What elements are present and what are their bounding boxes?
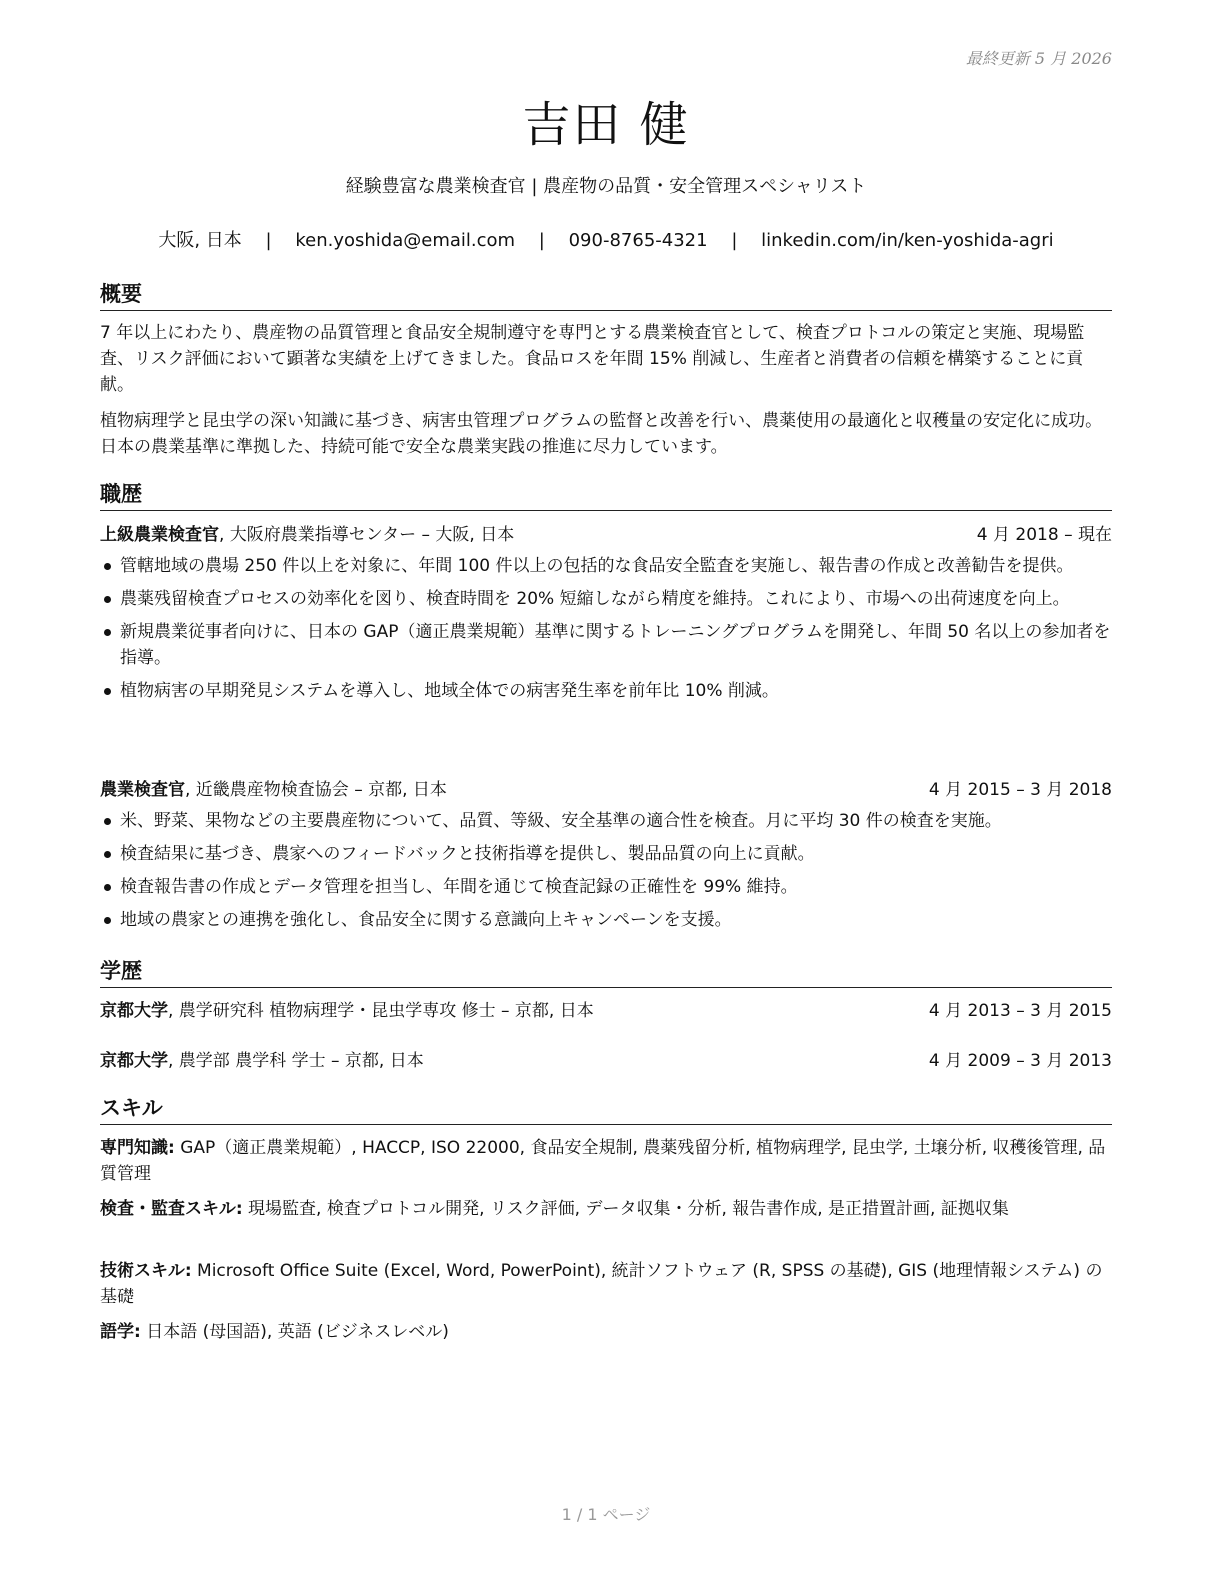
last-updated: 最終更新 5 月 2026 <box>965 49 1112 68</box>
skill-label: 語学: <box>100 1322 141 1342</box>
contact-location: 大阪, 日本 <box>158 230 242 251</box>
resume-page <box>100 0 1112 1584</box>
contact-phone: 090-8765-4321 <box>568 230 708 251</box>
contact-separator: | <box>731 230 738 251</box>
section-title-summary: 概要 <box>100 278 1112 311</box>
education-detail: , 農学研究科 植物病理学・昆虫学専攻 修士 – 京都, 日本 <box>168 1001 594 1021</box>
education-entry <box>100 998 1112 1024</box>
section-title-skills: スキル <box>100 1092 1112 1125</box>
contact-email[interactable]: ken.yoshida@email.com <box>295 230 516 251</box>
contact-separator: | <box>265 230 272 251</box>
job-bullet: 植物病害の早期発見システムを導入し、地域全体での病害発生率を前年比 10% 削減。 <box>100 678 1112 704</box>
skill-line <box>100 1135 1112 1187</box>
skill-line <box>100 1258 1112 1310</box>
job-role: 上級農業検査官 <box>100 525 219 545</box>
job-org: , 大阪府農業指導センター – 大阪, 日本 <box>219 525 515 545</box>
job-header <box>100 777 1112 803</box>
job-bullet: 管轄地域の農場 250 件以上を対象に、年間 100 件以上の包括的な食品安全監査を実施し、報告書の作成と改善勧告を提供。 <box>100 553 1112 579</box>
section-title-experience: 職歴 <box>100 478 1112 511</box>
skill-text: 日本語 (母国語), 英語 (ビジネスレベル) <box>140 1322 449 1342</box>
summary-paragraph: 植物病理学と昆虫学の深い知識に基づき、病害虫管理プログラムの監督と改善を行い、農薬使用の最適化と収穫量の安定化に成功。日本の農業基準に準拠した、持続可能で安全な農業実践の推進に尽力しています。 <box>100 411 1103 457</box>
contact-line <box>100 226 1112 252</box>
education-dates: 4 月 2013 – 3 月 2015 <box>928 1001 1112 1021</box>
contact-separator: | <box>538 230 545 251</box>
page-footer: 1 / 1 ページ <box>561 1505 651 1524</box>
tagline: 経験豊富な農業検査官 | 農産物の品質・安全管理スペシャリスト <box>345 176 867 197</box>
job-role: 農業検査官 <box>100 780 185 800</box>
job-bullets <box>100 553 1112 711</box>
school-name: 京都大学 <box>100 1051 168 1071</box>
skill-line <box>100 1196 1112 1222</box>
education-entry <box>100 1048 1112 1074</box>
education-detail: , 農学部 農学科 学士 – 京都, 日本 <box>168 1051 424 1071</box>
school-name: 京都大学 <box>100 1001 168 1021</box>
job-bullet: 検査結果に基づき、農家へのフィードバックと技術指導を提供し、製品品質の向上に貢献。 <box>100 841 1112 867</box>
job-bullets <box>100 808 1112 940</box>
job-bullet: 農薬残留検査プロセスの効率化を図り、検査時間を 20% 短縮しながら精度を維持。これにより、市場への出荷速度を向上。 <box>100 586 1112 612</box>
job-bullet: 新規農業従事者向けに、日本の GAP（適正農業規範）基準に関するトレーニングプログラムを開発し、年間 50 名以上の参加者を指導。 <box>100 619 1112 671</box>
job-org: , 近畿農産物検査協会 – 京都, 日本 <box>185 780 447 800</box>
job-header <box>100 522 1112 548</box>
contact-linkedin[interactable]: linkedin.com/in/ken-yoshida-agri <box>761 230 1054 251</box>
job-bullet: 米、野菜、果物などの主要農産物について、品質、等級、安全基準の適合性を検査。月に平均 30 件の検査を実施。 <box>100 808 1112 834</box>
skill-text: GAP（適正農業規範）, HACCP, ISO 22000, 食品安全規制, 農薬残留分析, 植物病理学, 昆虫学, 土壌分析, 収穫後管理, 品質管理 <box>100 1138 1106 1184</box>
skill-label: 技術スキル: <box>100 1261 192 1281</box>
candidate-name: 吉田 健 <box>522 97 690 153</box>
skill-line <box>100 1319 1112 1345</box>
skill-text: 現場監査, 検査プロトコル開発, リスク評価, データ収集・分析, 報告書作成, 是正措置計画, 証拠収集 <box>242 1199 1009 1219</box>
section-title-education: 学歴 <box>100 955 1112 988</box>
job-dates: 4 月 2015 – 3 月 2018 <box>928 780 1112 800</box>
job-dates: 4 月 2018 – 現在 <box>976 525 1112 545</box>
job-bullet: 地域の農家との連携を強化し、食品安全に関する意識向上キャンペーンを支援。 <box>100 907 1112 933</box>
education-dates: 4 月 2009 – 3 月 2013 <box>928 1051 1112 1071</box>
skill-label: 専門知識: <box>100 1138 175 1158</box>
skill-label: 検査・監査スキル: <box>100 1199 243 1219</box>
summary-paragraph: 7 年以上にわたり、農産物の品質管理と食品安全規制遵守を専門とする農業検査官として、検査プロトコルの策定と実施、現場監査、リスク評価において顕著な実績を上げてきました。食品ロスを年間 15% 削減し、生産者と消費者の信頼を構築することに貢献。 <box>100 323 1085 395</box>
skill-text: Microsoft Office Suite (Excel, Word, PowerPoint), 統計ソフトウェア (R, SPSS の基礎), GIS (地理情報システム) の基礎 <box>100 1261 1103 1307</box>
job-bullet: 検査報告書の作成とデータ管理を担当し、年間を通じて検査記録の正確性を 99% 維持。 <box>100 874 1112 900</box>
